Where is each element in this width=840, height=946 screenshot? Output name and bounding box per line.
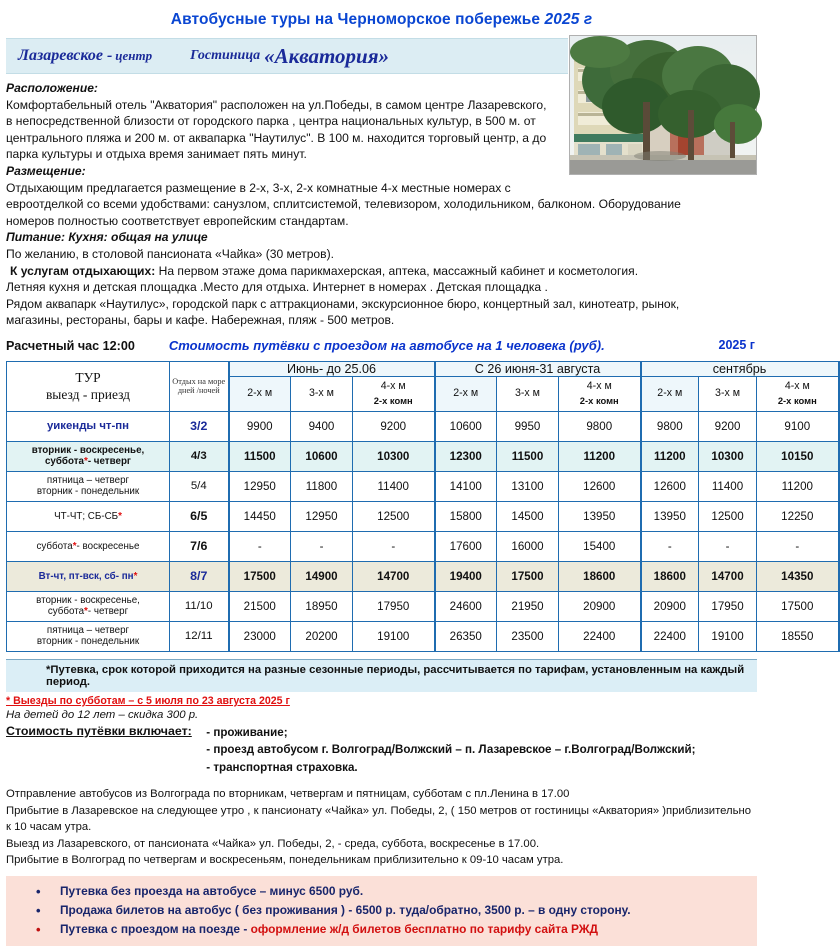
table-body <box>7 411 839 651</box>
price-cell: 18600 <box>641 561 699 591</box>
price-cell: 14900 <box>291 561 353 591</box>
price-cell: 17500 <box>229 561 291 591</box>
price-cell: 11200 <box>559 441 641 471</box>
price-cell: 12300 <box>435 441 497 471</box>
row-tour-label: пятница – четверг вторник - понедельник <box>7 621 170 651</box>
table-header <box>7 361 839 411</box>
col-days-header: Отдых на море дней /ночей <box>170 361 229 411</box>
price-cell: 23500 <box>497 621 559 651</box>
schedule-block <box>6 786 757 869</box>
header-row-groups <box>7 361 839 376</box>
list-item: • Продажа билетов на автобус ( без проживания ) - 6500 р. туда/обратно, 3500 р. – в одну сторону. <box>36 901 757 920</box>
group-header-june: Июнь- до 25.06 <box>229 361 435 376</box>
row-tour-label: вторник - воскресенье, суббота*- четверг <box>7 441 170 471</box>
row-tour-label: пятница – четверг вторник - понедельник <box>7 471 170 501</box>
price-year: 2025 г <box>718 337 755 352</box>
services-line-2: Летняя кухня и детская площадка .Место для отдыха. Интернет в номерах . Детская площадка . <box>6 280 548 295</box>
price-cell: 17950 <box>699 591 757 621</box>
price-cell: 11500 <box>229 441 291 471</box>
row-tour-label: суббота*- воскресенье <box>7 531 170 561</box>
price-cell: 9800 <box>641 411 699 441</box>
location-line-1: Комфортабельный отель "Акватория" расположен на ул.Победы, в самом центре Лазаревского, <box>6 97 547 112</box>
cost-title: Стоимость путёвки с проездом на автобусе на 1 человека (руб). <box>168 337 605 353</box>
row-days-nights: 4/3 <box>170 441 229 471</box>
resort-location-sub: центр <box>115 48 153 63</box>
includes-block <box>6 724 757 777</box>
price-cell: 10600 <box>435 411 497 441</box>
price-headline <box>6 338 757 357</box>
page-title <box>6 0 757 29</box>
room-header-s3: 3-х м <box>497 376 559 411</box>
price-cell: - <box>291 531 353 561</box>
price-cell: 20900 <box>641 591 699 621</box>
includes-item-1: - проживание; <box>206 725 288 739</box>
price-cell: 18550 <box>757 621 839 651</box>
price-cell: 26350 <box>435 621 497 651</box>
checkout-time: Расчетный час 12:00 <box>6 338 135 353</box>
schedule-line-1: Отправление автобусов из Волгограда по вторникам, четвергам и пятницам, субботам с пл.Ленина в 17.00 <box>6 788 570 801</box>
table-row <box>7 441 839 471</box>
services-line-4: магазины, рестораны, бары и кафе. Набережная, пляж - 500 метров. <box>6 313 395 328</box>
room-header-s4: 4-х м 2-х комн <box>559 376 641 411</box>
table-row <box>7 621 839 651</box>
col-tour-header <box>7 361 170 411</box>
location-line-4: парка культуры и отдыха время занимает пять минут. <box>6 147 307 162</box>
saturday-departures-note: * Выезды по субботам – с 5 июля по 23 августа 2025 г <box>6 694 290 707</box>
schedule-line-4: Выезд из Лазаревского, от пансионата «Чайка» ул. Победы, 2, - среда, суббота, воскресенье в 17.00. <box>6 837 540 850</box>
price-cell: 14100 <box>435 471 497 501</box>
row-days-nights: 8/7 <box>170 561 229 591</box>
row-tour-label: Вт-чт, пт-вск, сб- пн* <box>7 561 170 591</box>
hotel-banner-row <box>6 38 757 74</box>
page-title-year: 2025 г <box>544 11 593 28</box>
children-discount-note: На детей до 12 лет – скидка 300 р. <box>6 708 199 721</box>
price-cell: 11200 <box>757 471 839 501</box>
price-cell: 20200 <box>291 621 353 651</box>
price-cell: 14700 <box>699 561 757 591</box>
price-cell: 13950 <box>641 501 699 531</box>
accommodation-line-3: номеров полностью соответствует европейским стандартам. <box>6 213 349 228</box>
col-tour-line2: выезд - приезд <box>45 387 131 403</box>
price-cell: 17950 <box>353 591 435 621</box>
price-cell: 18600 <box>559 561 641 591</box>
pricing-options-band <box>6 876 757 946</box>
includes-item-3: - транспортная страховка. <box>206 760 358 774</box>
includes-item-2: - проезд автобусом г. Волгоград/Волжский – п. Лазаревское – г.Волгоград/Волжский; <box>206 743 696 757</box>
table-row <box>7 561 839 591</box>
price-cell: 9950 <box>497 411 559 441</box>
services-line <box>6 263 757 280</box>
price-cell: 11500 <box>497 441 559 471</box>
price-cell: 17500 <box>757 591 839 621</box>
price-cell: 17600 <box>435 531 497 561</box>
price-cell: 9200 <box>353 411 435 441</box>
table-row <box>7 501 839 531</box>
resort-location: Лазаревское - <box>18 47 113 64</box>
hotel-name: «Акватория» <box>264 43 390 68</box>
table-row <box>7 591 839 621</box>
services-first-line: На первом этаже дома парикмахерская, аптека, массажный кабинет и косметология. <box>155 263 639 278</box>
meals-heading: Питание: Кухня: общая на улице <box>6 230 208 245</box>
price-cell: 9200 <box>699 411 757 441</box>
price-cell: - <box>641 531 699 561</box>
room-header-j3: 3-х м <box>291 376 353 411</box>
room-header-p2: 2-х м <box>641 376 699 411</box>
hotel-photo-image <box>570 36 756 174</box>
row-days-nights: 11/10 <box>170 591 229 621</box>
price-cell: 22400 <box>641 621 699 651</box>
location-line-2: в непосредственной близости от городского парка , центра национальных культур, в 500 м. от <box>6 114 536 129</box>
room-header-p4: 4-х м 2-х комн <box>757 376 839 411</box>
price-cell: - <box>699 531 757 561</box>
price-cell: 9100 <box>757 411 839 441</box>
page-title-text: Автобусные туры на Черноморское побережье <box>170 11 541 28</box>
price-cell: 16000 <box>497 531 559 561</box>
price-cell: 15400 <box>559 531 641 561</box>
price-cell: 14350 <box>757 561 839 591</box>
price-cell: 12600 <box>641 471 699 501</box>
row-days-nights: 3/2 <box>170 411 229 441</box>
price-cell: 12500 <box>353 501 435 531</box>
accommodation-line-2: евроотделкой со всеми удобствами: санузлом, сплитсистемой, телевизором, холодильником, балконом. Оборудование <box>6 197 681 212</box>
price-cell: 13100 <box>497 471 559 501</box>
row-tour-label: вторник - воскресенье, суббота*- четверг <box>7 591 170 621</box>
row-tour-label: ЧТ-ЧТ; СБ-СБ* <box>7 501 170 531</box>
includes-title: Стоимость путёвки включает: <box>6 723 192 738</box>
col-tour-line1: ТУР <box>75 370 101 386</box>
location-line-3: центрального пляжа и 200 м. от аквапарка "Наутилус". В 100 м. находится торговый центр, а до <box>6 130 547 145</box>
row-days-nights: 5/4 <box>170 471 229 501</box>
price-cell: 23000 <box>229 621 291 651</box>
price-cell: 14450 <box>229 501 291 531</box>
includes-list <box>206 724 695 777</box>
price-cell: 12950 <box>229 471 291 501</box>
hotel-banner <box>6 38 568 74</box>
price-cell: 12250 <box>757 501 839 531</box>
price-cell: 21950 <box>497 591 559 621</box>
services-heading: К услугам отдыхающих: <box>10 263 156 278</box>
price-cell: - <box>229 531 291 561</box>
schedule-line-5: Прибытие в Волгоград по четвергам и воскресеньям, понедельникам приблизительно к 09-10 часам утра. <box>6 854 564 867</box>
seasonal-note-band: *Путевка, срок которой приходится на разные сезонные периоды, рассчитывается по тарифам, установленным на каждый период. <box>6 659 757 692</box>
price-cell: 18950 <box>291 591 353 621</box>
price-cell: - <box>757 531 839 561</box>
price-cell: 10150 <box>757 441 839 471</box>
price-cell: 11200 <box>641 441 699 471</box>
price-cell: 24600 <box>435 591 497 621</box>
list-item: • Путевка с проездом на поезде - оформление ж/д билетов бесплатно по тарифу сайта РЖД <box>36 920 757 939</box>
price-cell: 11400 <box>699 471 757 501</box>
price-cell: 11400 <box>353 471 435 501</box>
row-days-nights: 7/6 <box>170 531 229 561</box>
price-cell: 9400 <box>291 411 353 441</box>
schedule-line-3: к 10 часам утра. <box>6 821 92 834</box>
room-header-j2: 2-х м <box>229 376 291 411</box>
price-cell: 19100 <box>699 621 757 651</box>
price-cell: 20900 <box>559 591 641 621</box>
row-days-nights: 6/5 <box>170 501 229 531</box>
table-row <box>7 411 839 441</box>
price-cell: 11800 <box>291 471 353 501</box>
group-header-september: сентябрь <box>641 361 839 376</box>
price-cell: - <box>353 531 435 561</box>
price-cell: 12500 <box>699 501 757 531</box>
price-cell: 22400 <box>559 621 641 651</box>
price-cell: 10600 <box>291 441 353 471</box>
price-cell: 21500 <box>229 591 291 621</box>
accommodation-heading: Размещение: <box>6 163 86 178</box>
list-item: • Путевка без проезда на автобусе – минус 6500 руб. <box>36 882 757 901</box>
schedule-line-2: Прибытие в Лазаревское на следующее утро , к пансионату «Чайка» ул. Победы, 2, ( 150 метров от гостиницы «Акватория» )приблизительно <box>6 804 752 817</box>
accommodation-line-1: Отдыхающим предлагается размещение в 2-х, 3-х, 2-х комнатные 4-х местные номерах с <box>6 180 511 195</box>
price-table <box>6 361 840 652</box>
price-cell: 15800 <box>435 501 497 531</box>
meals-line: По желанию, в столовой пансионата «Чайка» (30 метров). <box>6 246 334 261</box>
price-cell: 17500 <box>497 561 559 591</box>
room-header-p3: 3-х м <box>699 376 757 411</box>
price-cell: 10300 <box>353 441 435 471</box>
price-cell: 9800 <box>559 411 641 441</box>
pricing-options-list <box>6 882 757 939</box>
price-cell: 12950 <box>291 501 353 531</box>
price-cell: 14700 <box>353 561 435 591</box>
price-cell: 9900 <box>229 411 291 441</box>
price-cell: 19400 <box>435 561 497 591</box>
hotel-label: Гостиница <box>190 48 261 63</box>
hotel-photo <box>569 35 757 175</box>
row-tour-label: уикенды чт-пн <box>7 411 170 441</box>
group-header-summer: С 26 июня-31 августа <box>435 361 641 376</box>
table-row <box>7 471 839 501</box>
services-line-3: Рядом аквапарк «Наутилус», городской парк с аттракционами, экскурсионное бюро, концертный зал, кинотеатр, рынок, <box>6 296 680 311</box>
price-cell: 14500 <box>497 501 559 531</box>
table-row <box>7 531 839 561</box>
room-header-s2: 2-х м <box>435 376 497 411</box>
location-heading: Расположение: <box>6 81 98 95</box>
price-cell: 12600 <box>559 471 641 501</box>
room-header-j4: 4-х м 2-х комн <box>353 376 435 411</box>
price-cell: 13950 <box>559 501 641 531</box>
price-cell: 19100 <box>353 621 435 651</box>
row-days-nights: 12/11 <box>170 621 229 651</box>
price-cell: 10300 <box>699 441 757 471</box>
